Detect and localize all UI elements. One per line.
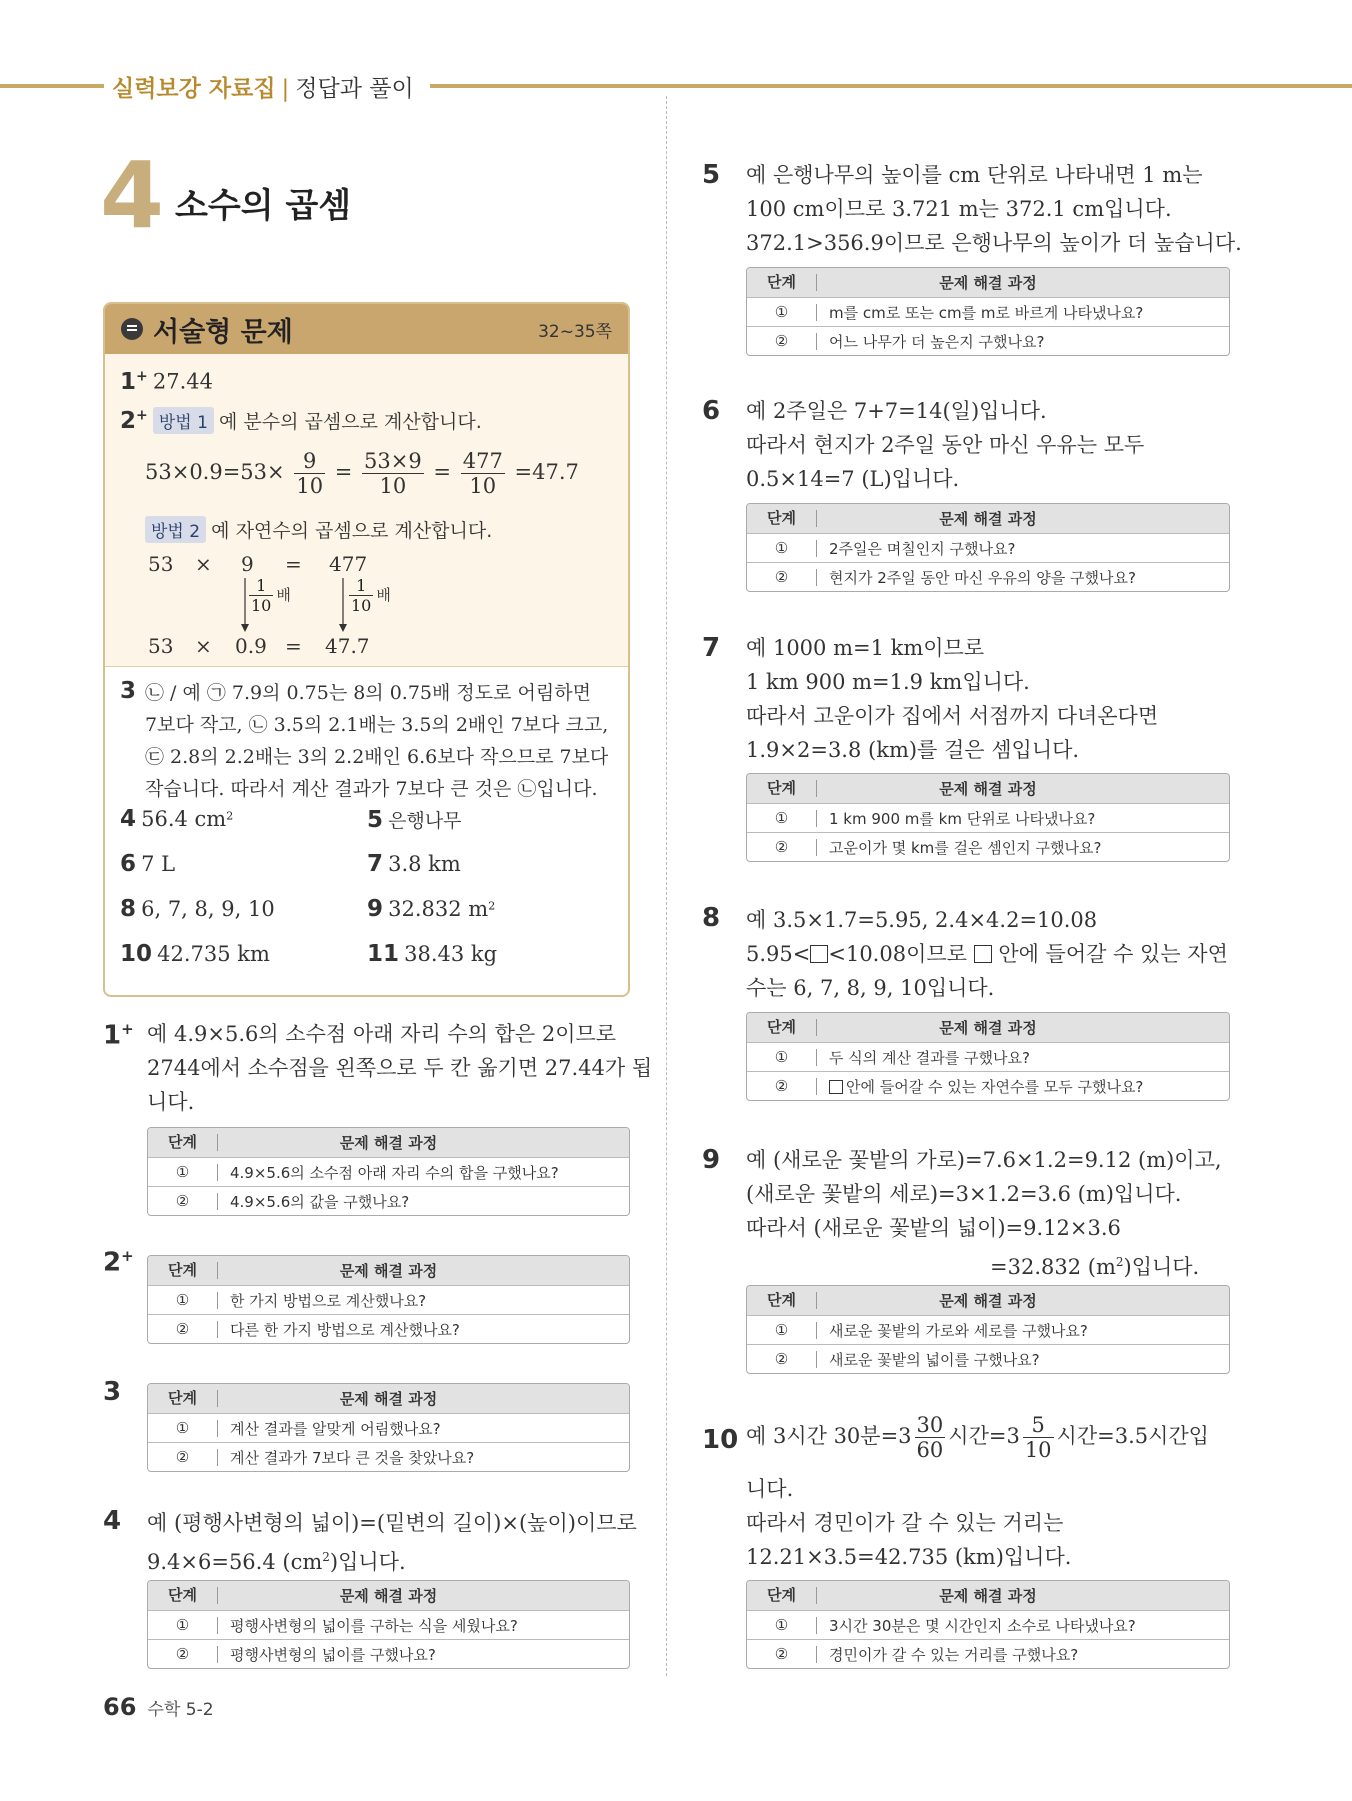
problem-7-table: 단계 문제 해결 과정 ① 1 km 900 m를 km 단위로 나타냈나요? ② 고운이가 몇 km를 걸은 셈인지 구했나요?	[746, 773, 1230, 862]
m-row2-a: 53	[148, 634, 174, 658]
m-row2-eq: =	[285, 634, 302, 658]
problem-7-explanation: 예 1000 m=1 km이므로 1 km 900 m=1.9 km입니다. 따라서 고운이가 집에서 서점까지 다녀온다면 1.9×2=3.8 (km)를 걸은 셈입니다.	[746, 636, 1159, 762]
eq-fraction-2: $\frac{53\times 9}{10}$	[364, 449, 422, 498]
method2-tag: 방법 2	[145, 516, 206, 543]
header-subtitle: 정답과 풀이	[295, 76, 414, 102]
answer-box-title: 서술형 문제	[153, 316, 293, 348]
m-row1-eq: =	[285, 552, 302, 576]
problem-4-number: 4	[103, 1506, 122, 1536]
answer-1-number: 1	[120, 368, 137, 395]
answer-2-number: 2	[120, 408, 137, 434]
header-title	[112, 70, 414, 103]
m-row2-result: 47.7	[325, 634, 370, 658]
answer-4: 4 56.4 $cm^2$	[120, 806, 234, 832]
answer-3-text: ㉡ / 예 ㉠ 7.9의 0.75는 8의 0.75배 정도로 어림하면 7보다 작고, ㉡ 3.5의 2.1배는 3.5의 2배인 7보다 크고, ㉢ 2.8의 2.2배는 3의 2.2배인 6.6보다 작으므로 7보다 작습니다. 따라서 계산 결과가 7보다 큰 것은 ㉡입니다.	[145, 682, 609, 800]
problem-5-table: 단계 문제 해결 과정 ① m를 cm로 또는 cm를 m로 바르게 나타냈나요? ② 어느 나무가 더 높은지 구했나요?	[746, 267, 1230, 356]
m-fraction-2: $\frac{1}{10}$ 배	[351, 576, 391, 615]
blank-box	[829, 1080, 843, 1094]
problem-1-number: 1+	[103, 1020, 134, 1051]
problem-6-number: 6	[702, 396, 721, 426]
problem-2-table: 단계 문제 해결 과정 ① 한 가지 방법으로 계산했나요? ② 다른 한 가지 방법으로 계산했나요?	[147, 1255, 630, 1344]
list-icon	[121, 318, 143, 340]
m-row1-result: 477	[329, 552, 368, 576]
method1-tag: 방법 1	[153, 407, 214, 434]
book-title: 수학 5-2	[147, 1700, 214, 1720]
problem-9-number: 9	[702, 1145, 721, 1175]
chapter-number: 4	[100, 142, 165, 249]
m-row2-times: ×	[195, 634, 212, 658]
m-fraction-1: $\frac{1}{10}$ 배	[251, 576, 291, 615]
header-separator: |	[281, 76, 290, 102]
answer-box	[103, 302, 630, 997]
problem-10-explanation: 니다. 따라서 경민이가 갈 수 있는 거리는 12.21×3.5=42.735 (km)입니다.	[746, 1477, 1072, 1569]
eq-fraction-3: $\frac{477}{10}$	[462, 449, 503, 498]
problem-8-table: 단계 문제 해결 과정 ① 두 식의 계산 결과를 구했나요? ② 안에 들어갈 수 있는 자연수를 모두 구했나요?	[746, 1012, 1230, 1101]
column-divider	[666, 96, 667, 1676]
answer-2-method1: 2+ 방법 1 예 분수의 곱셈으로 계산합니다.	[120, 407, 482, 434]
problem-3-number: 3	[103, 1377, 122, 1407]
m-row2-b: 0.9	[235, 634, 267, 658]
page-number: 66	[103, 1693, 137, 1721]
method1-equation	[145, 449, 579, 498]
m-row1-b: 9	[241, 552, 254, 576]
problem-7-number: 7	[702, 633, 721, 663]
answer-10: 10 42.735 km	[120, 941, 270, 967]
method2-text: 예 자연수의 곱셈으로 계산합니다.	[211, 520, 493, 542]
problem-1-table: 단계 문제 해결 과정 ① 4.9×5.6의 소수점 아래 자리 수의 합을 구했나요? ② 4.9×5.6의 값을 구했나요?	[147, 1127, 630, 1216]
answer-1: 1+ 27.44	[120, 368, 213, 395]
page-footer	[103, 1693, 214, 1721]
problem-8-number: 8	[702, 903, 721, 933]
problem-4-table: 단계 문제 해결 과정 ① 평행사변형의 넓이를 구하는 식을 세웠나요? ② 평행사변형의 넓이를 구했나요?	[147, 1580, 630, 1669]
eq-sign-2: =	[433, 460, 452, 484]
eq-sign-1: =	[334, 460, 353, 484]
m-row1-a: 53	[148, 552, 174, 576]
problem-1-explanation: 예 4.9×5.6의 소수점 아래 자리 수의 합은 2이므로 2744에서 소수점을 왼쪽으로 두 칸 옮기면 27.44가 됩 니다.	[147, 1022, 653, 1114]
problem-5-explanation: 예 은행나무의 높이를 cm 단위로 나타내면 1 m는 100 cm이므로 3.721 m는 372.1 cm입니다. 372.1>356.9이므로 은행나무의 높이가 더 높습니다.	[746, 163, 1242, 255]
header-rule-left	[0, 84, 104, 88]
answer-7: 7 3.8 km	[367, 851, 461, 877]
answer-8: 8 6, 7, 8, 9, 10	[120, 896, 275, 922]
problem-5-number: 5	[702, 160, 721, 190]
problem-10-line1: 예 3시간 30분=3 $\frac{30}{60}$ 시간=3 $\frac{5}{10}$ 시간=3.5시간입	[746, 1413, 1209, 1462]
problem-6-table: 단계 문제 해결 과정 ① 2주일은 며칠인지 구했나요? ② 현지가 2주일 동안 마신 우유의 양을 구했나요?	[746, 503, 1230, 592]
answer-2-method2	[145, 516, 492, 543]
problem-4-explanation: 예 (평행사변형의 넓이)=(밑변의 길이)×(높이)이므로 9.4×6=56.4 $(cm^2)$입니다.	[147, 1511, 637, 1574]
answer-box-divider	[105, 666, 628, 667]
header-series: 실력보강 자료집	[112, 76, 276, 102]
eq-result: =47.7	[514, 460, 579, 484]
answer-3-number: 3	[120, 678, 137, 704]
eq-lhs: 53×0.9=53×	[145, 460, 285, 484]
blank-box	[810, 945, 828, 963]
answer-1-value: 27.44	[152, 369, 213, 394]
eq-fraction-1: $\frac{9}{10}$	[296, 449, 324, 498]
answer-9: 9 32.832 $m^2$	[367, 896, 496, 922]
chapter-title: 소수의 곱셈	[175, 186, 352, 226]
answer-5: 5 은행나무	[367, 807, 462, 833]
answer-6: 6 7 L	[120, 851, 176, 877]
answer-11: 11 38.43 kg	[367, 941, 498, 967]
problem-9-table: 단계 문제 해결 과정 ① 새로운 꽃밭의 가로와 세로를 구했나요? ② 새로운 꽃밭의 넓이를 구했나요?	[746, 1285, 1230, 1374]
answer-box-top-section	[105, 354, 628, 666]
problem-3-table: 단계 문제 해결 과정 ① 계산 결과를 알맞게 어림했나요? ② 계산 결과가 7보다 큰 것을 찾았나요?	[147, 1383, 630, 1472]
problem-10-table: 단계 문제 해결 과정 ① 3시간 30분은 몇 시간인지 소수로 나타냈나요? ② 경민이가 갈 수 있는 거리를 구했나요?	[746, 1580, 1230, 1669]
problem-10-number: 10	[702, 1425, 739, 1455]
problem-2-number: 2+	[103, 1247, 134, 1278]
header-rule-right	[430, 84, 1352, 88]
blank-box	[974, 945, 992, 963]
answer-box-header	[105, 304, 628, 354]
method1-text: 예 분수의 곱셈으로 계산합니다.	[219, 411, 482, 433]
answer-box-pages: 32~35쪽	[538, 321, 612, 342]
problem-6-explanation: 예 2주일은 7+7=14(일)입니다. 따라서 현지가 2주일 동안 마신 우유는 모두 0.5×14=7 (L)입니다.	[746, 399, 1145, 491]
problem-9-explanation: 예 (새로운 꽃밭의 가로)=7.6×1.2=9.12 (m)이고, (새로운 꽃밭의 세로)=3×1.2=3.6 (m)입니다. 따라서 (새로운 꽃밭의 넓이)=9.12×3.6 =32.832 $(m^2)$입니다.	[746, 1148, 1222, 1279]
m-row1-times: ×	[195, 552, 212, 576]
problem-8-explanation: 예 3.5×1.7=5.95, 2.4×4.2=10.08 5.95< <10.08이므로 안에 들어갈 수 있는 자연 수는 6, 7, 8, 9, 10입니다.	[746, 908, 1228, 1000]
